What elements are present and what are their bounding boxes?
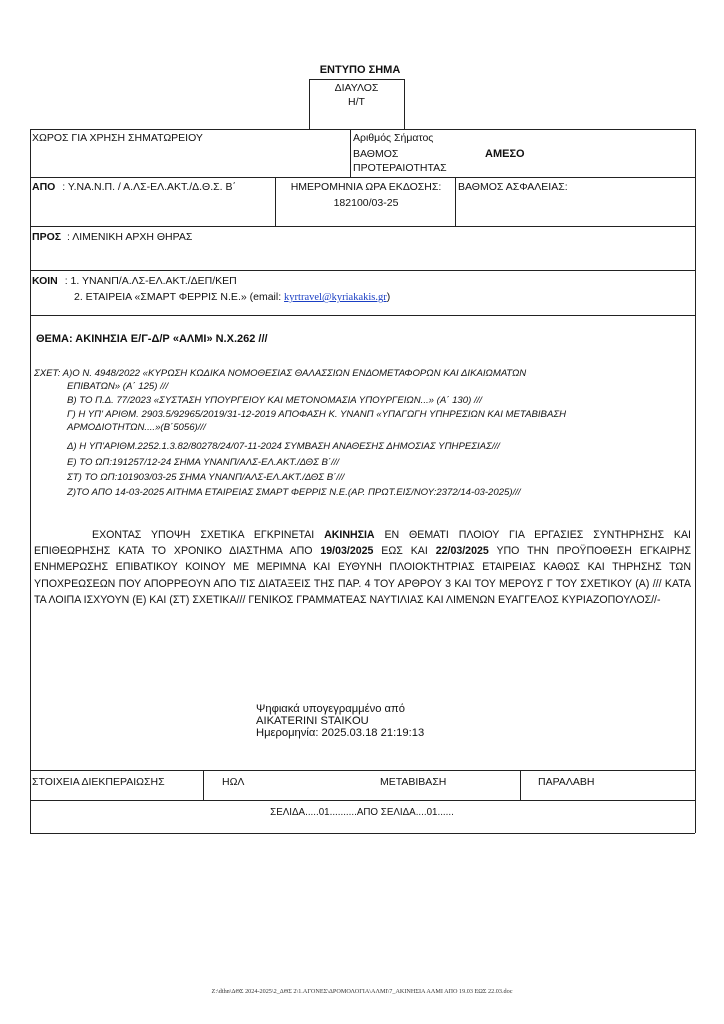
processing-col-receipt: ΠΑΡΑΛΑΒΗ — [538, 776, 595, 788]
form-title: ΕΝΤΥΠΟ ΣΗΜΑ — [319, 64, 401, 76]
signal-number-label: Αριθμός Σήματος — [353, 132, 434, 144]
signature-date: Ημερομηνία: 2025.03.18 21:19:13 — [256, 727, 425, 739]
signature-name: AIKATERINI STAIKOU — [256, 715, 369, 727]
reference-z: Ζ)ΤΟ ΑΠΟ 14-03-2025 ΑΙΤΗΜΑ ΕΤΑΙΡΕΙΑΣ ΣΜΑΡΤ ΦΕΡΡΙΣ Ν.Ε.(ΑΡ. ΠΡΩΤ.ΕΙΣ/ΝΟΥ:2372/14-03-2025)/// — [67, 487, 521, 498]
priority-label — [353, 147, 447, 175]
processing-col-transfer: ΜΕΤΑΒΙΒΑΣΗ — [380, 776, 447, 788]
cc-field — [32, 275, 237, 287]
cc-label: ΚΟΙΝ — [32, 275, 58, 287]
cc-line2 — [74, 291, 390, 303]
to-field — [32, 231, 192, 243]
processing-col-hol: ΗΩΛ — [222, 776, 245, 788]
issue-datetime-value: 182100/03-25 — [333, 197, 399, 209]
issue-datetime-label: ΗΜΕΡΟΜΗΝΙΑ ΩΡΑ ΕΚΔΟΣΗΣ: — [290, 181, 442, 193]
channel-value: Η/Τ — [348, 96, 365, 108]
subject: ΘΕΜΑ: ΑΚΙΝΗΣΙΑ Ε/Γ-Δ/Ρ «ΑΛΜΙ» Ν.Χ.262 /// — [36, 333, 268, 345]
channel-box — [309, 81, 404, 109]
signature-line1: Ψηφιακά υπογεγραμμένο από — [256, 703, 405, 715]
to-value: : ΛΙΜΕΝΙΚΗ ΑΡΧΗ ΘΗΡΑΣ — [66, 231, 193, 243]
reference-c-line2: ΑΡΜΟΔΙΟΤΗΤΩΝ....»(Β΄5056)/// — [67, 422, 206, 433]
security-grade-label: ΒΑΘΜΟΣ ΑΣΦΑΛΕΙΑΣ: — [458, 181, 568, 193]
reference-c-line1: Γ) Η ΥΠ' ΑΡΙΘΜ. 2903.5/92965/2019/31-12-2019 ΑΠΟΦΑΣΗ Κ. ΥΝΑΝΠ «ΥΠΑΓΩΓΗ ΥΠΗΡΕΣΙΩΝ ΚΑΙ ΜΕΤΑΒΙΒΑΣΗ — [67, 409, 567, 420]
priority-label-line1: ΒΑΘΜΟΣ — [353, 148, 399, 160]
reference-d: Δ) Η ΥΠ'ΑΡΙΘΜ.2252.1.3.82/80278/24/07-11-2024 ΣΥΜΒΑΣΗ ΑΝΑΘΕΣΗΣ ΔΗΜΟΣΙΑΣ ΥΠΗΡΕΣΙΑΣ/// — [67, 441, 500, 452]
processing-label: ΣΤΟΙΧΕΙΑ ΔΙΕΚΠΕΡΑΙΩΣΗΣ — [32, 776, 165, 788]
signal-office-label: ΧΩΡΟΣ ΓΙΑ ΧΡΗΣΗ ΣΗΜΑΤΩΡΕΙΟΥ — [32, 132, 203, 144]
body-date-from: 19/03/2025 — [320, 545, 374, 558]
body-paragraph: ΕΧΟΝΤΑΣ ΥΠΟΨΗ ΣΧΕΤΙΚΑ ΕΓΚΡΙΝΕΤΑΙ ΑΚΙΝΗΣΙΑ ΕΝ ΘΕΜΑΤΙ ΠΛΟΙΟΥ ΓΙΑ ΕΡΓΑΣΙΕΣ ΣΥΝΤΗΡΗΣΗΣ ΚΑΙ ΕΠΙΘΕΩΡΗΣΗΣ ΚΑΤΑ ΤΟ ΧΡΟΝΙΚΟ ΔΙΑΣΤΗΜΑ ΑΠΟ 19/03/2025 ΕΩΣ ΚΑΙ 22/03/2025 ΥΠΟ ΤΗΝ ΠΡΟΫΠΟΘΕΣΗ ΕΓΚΑΙΡΗΣ ΕΝΗΜΕΡΩΣΗΣ ΕΠΙΒΑΤΙΚΟΥ ΚΟΙΝΟΥ ΜΕ ΜΕΡΙΜΝΑ ΚΑΙ ΕΥΘΥΝΗ ΠΛΟΙΟΚΤΗΤΡΙΑΣ ΕΤΑΙΡΕΙΑΣ ΚΑΘΩΣ ΚΑΙ ΤΗΡΗΣΗΣ ΤΩΝ ΥΠΟΧΡΕΩΣΕΩΝ ΠΟΥ ΑΠΟΡΡΕΟΥΝ ΑΠΟ ΤΙΣ ΔΙΑΤΑΞΕΙΣ ΤΗΣ ΠΑΡ. 4 ΤΟΥ ΑΡΘΡΟΥ 3 ΚΑΙ ΤΟΥ ΜΕΡΟΥΣ Γ ΤΟΥ ΣΧΕΤΙΚΟΥ (Α) /// ΚΑΤΑ ΤΑ ΛΟΙΠΑ ΙΣΧΥΟΥΝ (Ε) ΚΑΙ (ΣΤ) ΣΧΕΤΙΚΑ/// ΓΕΝΙΚΟΣ ΓΡΑΜΜΑΤΕΑΣ ΝΑΥΤΙΛΙΑΣ ΚΑΙ ΛΙΜΕΝΩΝ ΕΥΑΓΓΕΛΟΣ ΚΥΡΙΑΖΟΠΟΥΛΟΣ//- — [34, 529, 691, 606]
reference-b: Β) ΤΟ Π.Δ. 77/2023 «ΣΥΣΤΑΣΗ ΥΠΟΥΡΓΕΙΟΥ ΚΑΙ ΜΕΤΟΝΟΜΑΣΙΑ ΥΠΟΥΡΓΕΙΩΝ...» (Α΄ 130) /// — [67, 395, 482, 406]
from-value: : Υ.ΝΑ.Ν.Π. / Α.ΛΣ-ΕΛ.ΑΚΤ./Δ.Θ.Σ. Β΄ — [62, 181, 236, 193]
from-label: ΑΠΟ — [32, 181, 56, 193]
reference-a-line1: ΣΧΕΤ: Α)Ο Ν. 4948/2022 «ΚΥΡΩΣΗ ΚΩΔΙΚΑ ΝΟΜΟΘΕΣΙΑΣ ΘΑΛΑΣΣΙΩΝ ΕΝΔΟΜΕΤΑΦΟΡΩΝ ΚΑΙ ΔΙΚΑΙΩΜΑΤΩΝ — [34, 368, 527, 379]
body-highlight-akinisia: ΑΚΙΝΗΣΙΑ — [324, 529, 375, 541]
priority-label-line2: ΠΡΟΤΕΡΑΙΟΤΗΤΑΣ — [353, 162, 447, 174]
from-field — [32, 181, 236, 193]
cc-line2-suffix: ) — [386, 291, 391, 303]
cc-email-link[interactable]: kyrtravel@kyriakakis.gr — [284, 292, 387, 303]
body-date-to: 22/03/2025 — [435, 545, 489, 558]
cc-line2-prefix: 2. ΕΤΑΙΡΕΙΑ «ΣΜΑΡΤ ΦΕΡΡΙΣ Ν.Ε.» (email: — [74, 291, 285, 303]
to-label: ΠΡΟΣ — [32, 231, 62, 243]
channel-label: ΔΙΑΥΛΟΣ — [334, 82, 379, 94]
reference-a-line2: ΕΠΙΒΑΤΩΝ» (Α΄ 125) /// — [67, 381, 169, 392]
reference-e: Ε) ΤΟ ΩΠ:191257/12-24 ΣΗΜΑ ΥΝΑΝΠ/ΑΛΣ-ΕΛ.ΑΚΤ./ΔΘΣ Β΄/// — [67, 457, 340, 468]
reference-st: ΣΤ) ΤΟ ΩΠ:101903/03-25 ΣΗΜΑ ΥΝΑΝΠ/ΑΛΣ-ΕΛ.ΑΚΤ./ΔΘΣ Β΄/// — [67, 472, 345, 483]
priority-value: ΑΜΕΣΟ — [485, 148, 525, 160]
page-info: ΣΕΛΙΔΑ.....01..........ΑΠΟ ΣΕΛΙΔΑ....01...... — [270, 807, 454, 818]
cc-line1: : 1. ΥΝΑΝΠ/Α.ΛΣ-ΕΛ.ΑΚΤ./ΔΕΠ/ΚΕΠ — [64, 275, 237, 287]
file-path-footer: Z:\dthn\ΔΘΣ 2024-2025\2_ΔΘΣ 2\1.ΑΓΟΝΕΣ\ΔΡΟΜΟΛΟΓΙΑ\ΑΛΜΙ\7_ΑΚΙΝΗΣΙΑ ΑΛΜΙ ΑΠΟ 19.03 ΕΩΣ 22.03.doc — [211, 988, 513, 995]
